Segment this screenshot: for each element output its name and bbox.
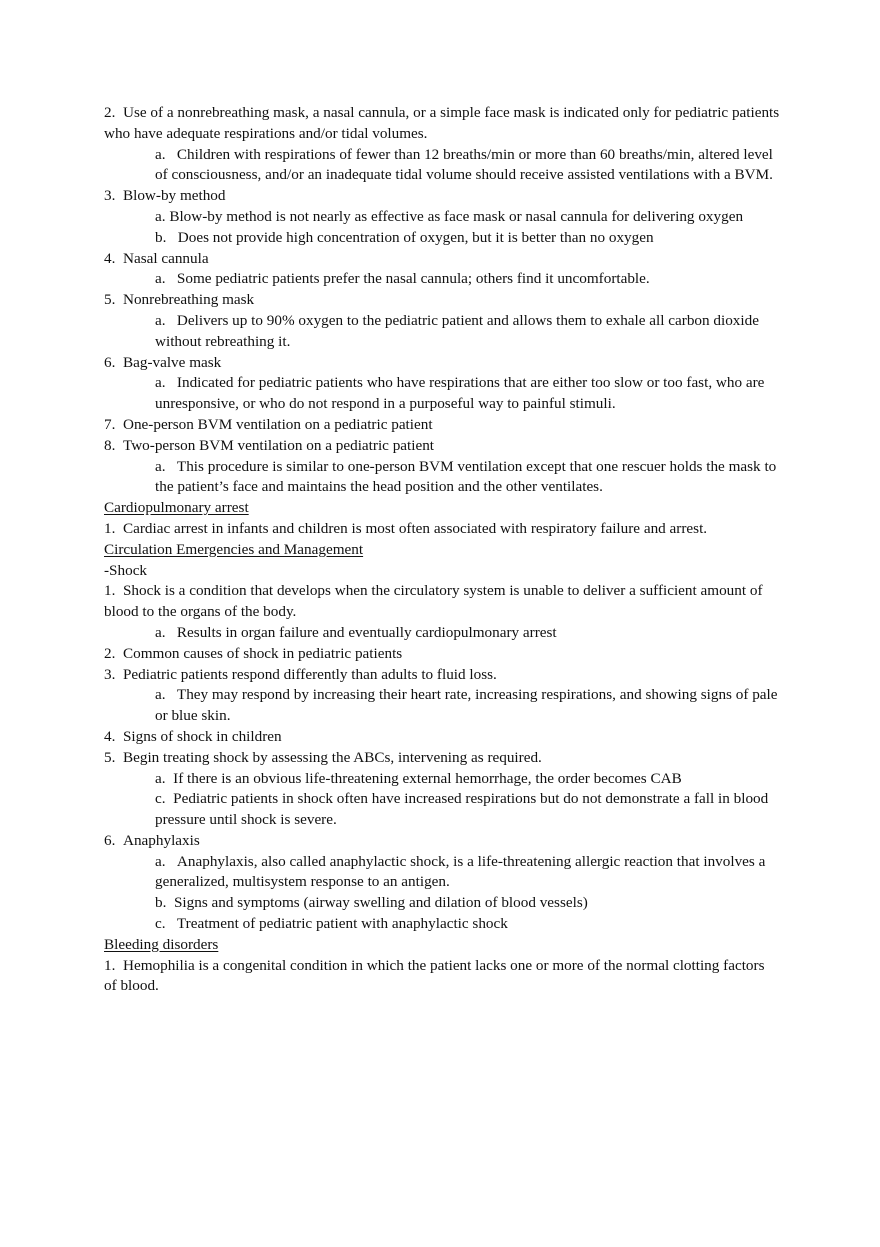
sub-item-two-person-procedure: a. This procedure is similar to one-person BVM ventilation except that one rescuer holds the mask to the patient’s face and maintains the head position and the other ventilates.	[155, 457, 777, 496]
list-item-shock-definition: 1. Shock is a condition that develops when the circulatory system is unable to deliver a sufficient amount of blood to the organs of the body.	[104, 582, 763, 621]
list-item-nasal-cannula: 4. Nasal cannula	[104, 249, 209, 267]
list-item-shock-causes: 2. Common causes of shock in pediatric patients	[104, 644, 403, 662]
list-item-bag-valve-mask: 6. Bag-valve mask	[104, 353, 222, 371]
section-heading-cardiopulmonary-arrest: Cardiopulmonary arrest	[104, 499, 249, 517]
subsection-label-shock: -Shock	[104, 561, 148, 579]
sub-item-anaphylaxis-definition: a. Anaphylaxis, also called anaphylactic shock, is a life-threatening allergic reaction that involves a generalized, multisystem response to an antigen.	[155, 852, 766, 891]
sub-item-anaphylaxis-treatment: c. Treatment of pediatric patient with anaphylactic shock	[155, 915, 508, 933]
sub-item-blow-by-concentration: b. Does not provide high concentration of oxygen, but it is better than no oxygen	[155, 228, 654, 246]
sub-item-organ-failure: a. Results in organ failure and eventually cardiopulmonary arrest	[155, 623, 557, 641]
list-item-blow-by: 3. Blow-by method	[104, 187, 226, 205]
sub-item-bvm-indication: a. Indicated for pediatric patients who have respirations that are either too slow or too fast, who are unresponsive, or who do not respond in a purposeful way to painful stimuli.	[155, 374, 765, 413]
sub-item-nonrebreathing-oxygen: a. Delivers up to 90% oxygen to the pediatric patient and allows them to exhale all carbon dioxide without rebreathing it.	[155, 311, 759, 350]
section-heading-circulation: Circulation Emergencies and Management	[104, 540, 364, 558]
list-item-two-person-bvm: 8. Two-person BVM ventilation on a pediatric patient	[104, 436, 435, 454]
list-item-anaphylaxis: 6. Anaphylaxis	[104, 831, 200, 849]
sub-item-nasal-cannula-preference: a. Some pediatric patients prefer the nasal cannula; others find it uncomfortable.	[155, 270, 650, 288]
sub-item-hemorrhage-cab: a. If there is an obvious life-threatening external hemorrhage, the order becomes CAB	[155, 769, 682, 787]
list-item-fluid-loss: 3. Pediatric patients respond differently than adults to fluid loss.	[104, 665, 497, 683]
list-item-nonrebreathing-mask: 5. Nonrebreathing mask	[104, 291, 255, 309]
list-item-hemophilia: 1. Hemophilia is a congenital condition in which the patient lacks one or more of the normal clotting factors of blood.	[104, 956, 765, 995]
sub-item-assisted-ventilation: a. Children with respirations of fewer than 12 breaths/min or more than 60 breaths/min, altered level of consciousness, and/or an inadequate tidal volume should receive assisted ventilations with a BVM.	[155, 145, 773, 184]
list-item-shock-signs: 4. Signs of shock in children	[104, 727, 282, 745]
section-heading-bleeding-disorders: Bleeding disorders	[104, 935, 219, 953]
list-item-one-person-bvm: 7. One-person BVM ventilation on a pediatric patient	[104, 415, 433, 433]
list-item-mask-indication: 2. Use of a nonrebreathing mask, a nasal cannula, or a simple face mask is indicated only for pediatric patients who have adequate respirations and/or tidal volumes.	[104, 104, 780, 142]
list-item-cardiac-arrest: 1. Cardiac arrest in infants and children is most often associated with respiratory failure and arrest.	[104, 519, 708, 537]
sub-item-blow-by-effectiveness: a. Blow-by method is not nearly as effective as face mask or nasal cannula for delivering oxygen	[155, 207, 744, 225]
sub-item-anaphylaxis-signs: b. Signs and symptoms (airway swelling and dilation of blood vessels)	[155, 894, 588, 912]
sub-item-blood-pressure: c. Pediatric patients in shock often have increased respirations but do not demonstrate a fall in blood pressure until shock is severe.	[155, 790, 769, 829]
sub-item-response-signs: a. They may respond by increasing their heart rate, increasing respirations, and showing signs of pale or blue skin.	[155, 686, 778, 725]
list-item-treating-shock: 5. Begin treating shock by assessing the ABCs, intervening as required.	[104, 748, 542, 766]
document-body	[104, 103, 780, 997]
